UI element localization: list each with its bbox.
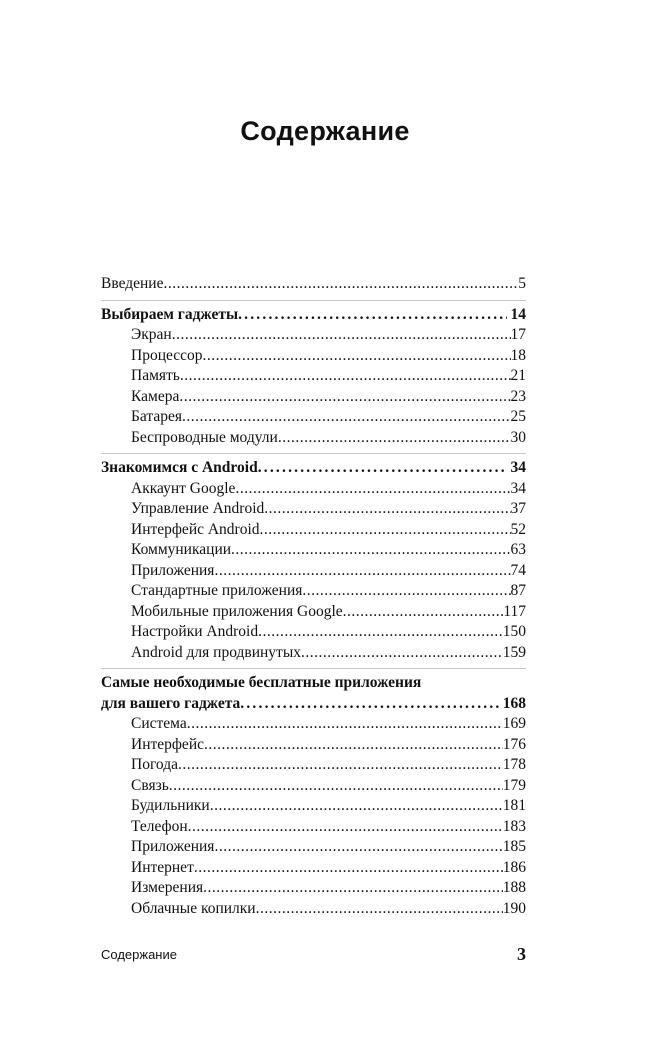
toc-section-title: Выбираем гаджеты: [101, 305, 239, 323]
toc-entry[interactable]: [101, 499, 526, 520]
toc-entry-page: 30: [510, 428, 526, 446]
dot-leader: [180, 366, 511, 387]
toc-entry[interactable]: [101, 837, 526, 858]
toc-entry-page: 117: [503, 602, 526, 620]
dot-leader: [163, 274, 518, 295]
toc-entry-page: 181: [502, 797, 526, 814]
toc-section-title-line: Самые необходимые бесплатные приложения: [101, 674, 422, 691]
toc-entry-title: Настройки Android: [131, 623, 259, 640]
toc-entry-page: 188: [502, 879, 526, 896]
toc-entry-page: 190: [502, 899, 526, 917]
toc-entry-page: 52: [510, 520, 526, 538]
dot-leader: [260, 520, 511, 541]
toc-entry[interactable]: [101, 858, 526, 879]
toc-entry-page: 169: [502, 715, 526, 732]
toc-entry-title: Android для продвинутых: [131, 643, 301, 661]
toc-entry-title: Система: [131, 715, 187, 732]
toc-section-heading[interactable]: [101, 694, 526, 715]
toc-entry-page: 21: [510, 367, 526, 384]
toc-entry[interactable]: [101, 878, 526, 899]
toc-section-heading[interactable]: [101, 305, 526, 326]
toc-entry[interactable]: [101, 714, 526, 735]
toc-entry-title: Измерения: [131, 879, 204, 896]
toc-entry-page: 185: [502, 838, 526, 855]
toc-entry[interactable]: [101, 755, 526, 776]
dot-leader: [301, 643, 503, 664]
toc-entry[interactable]: [101, 520, 526, 541]
toc-entry-title: Интерфейс: [131, 735, 204, 753]
dot-leader: [302, 581, 510, 602]
toc-entry-title: Погода: [131, 756, 178, 773]
dot-leader: [343, 602, 504, 623]
section-divider: [101, 453, 526, 454]
toc-entry-title: Приложения: [131, 838, 215, 855]
toc-entry-title: Стандартные приложения: [131, 582, 303, 599]
toc-entry[interactable]: [101, 346, 526, 367]
dot-leader: [203, 878, 503, 899]
dot-leader: [172, 325, 511, 346]
toc-entry[interactable]: [101, 366, 526, 387]
dot-leader: [258, 458, 507, 479]
toc-section-title: Знакомимся с Android: [101, 459, 258, 476]
toc-entry-page: 63: [510, 541, 526, 558]
toc-entry-page: 37: [510, 500, 526, 517]
toc-entry-page: 5: [518, 275, 526, 292]
dot-leader: [204, 735, 503, 756]
page-number: 3: [517, 944, 526, 964]
dot-leader: [203, 346, 511, 367]
toc-entry-intro[interactable]: [101, 274, 526, 295]
toc-entry-title: Экран: [131, 326, 172, 343]
dot-leader: [278, 428, 511, 449]
toc-entry[interactable]: [101, 776, 526, 797]
dot-leader: [231, 540, 510, 561]
toc-entry[interactable]: [101, 622, 526, 643]
toc-entry-title: Связь: [131, 776, 169, 794]
toc-entry[interactable]: [101, 817, 526, 838]
dot-leader: [264, 499, 510, 520]
dot-leader: [210, 796, 503, 817]
toc-entry-page: 150: [502, 623, 526, 640]
dot-leader: [214, 837, 502, 858]
dot-leader: [256, 899, 503, 920]
toc-entry[interactable]: [101, 387, 526, 408]
toc-entry-page: 178: [502, 756, 526, 773]
toc-entry-page: 87: [510, 582, 526, 599]
toc-entry-page: 18: [510, 346, 526, 364]
dot-leader: [188, 817, 503, 838]
toc-entry-title: Камера: [131, 387, 180, 405]
toc-entry-title: Интернет: [131, 858, 194, 876]
toc-section-heading[interactable]: [101, 458, 526, 479]
toc-entry[interactable]: [101, 428, 526, 449]
toc-entry-title: Интерфейс Android: [131, 520, 260, 538]
section-divider: [101, 300, 526, 301]
dot-leader: [187, 714, 503, 735]
running-footer-title: Содержание: [101, 947, 177, 962]
toc-entry-title: Память: [131, 367, 180, 384]
toc-entry[interactable]: [101, 407, 526, 428]
toc-entry-page: 25: [510, 408, 526, 425]
toc-entry-title: Аккаунт Google: [131, 479, 236, 497]
toc-section-page: 34: [510, 459, 526, 476]
toc-entry-title: Введение: [101, 275, 164, 292]
toc-entry-title: Мобильные приложения Google: [131, 602, 343, 620]
table-of-contents: [101, 274, 526, 919]
dot-leader: [238, 305, 506, 326]
toc-entry-title: Телефон: [131, 817, 188, 835]
toc-entry-title: Батарея: [131, 408, 182, 425]
toc-entry[interactable]: [101, 602, 526, 623]
dot-leader: [182, 407, 511, 428]
dot-leader: [179, 387, 510, 408]
dot-leader: [258, 622, 503, 643]
toc-entry-page: 17: [510, 326, 526, 343]
toc-entry-title: Беспроводные модули: [131, 428, 278, 446]
toc-entry-page: 179: [502, 776, 526, 794]
dot-leader: [240, 694, 498, 715]
toc-entry-title: Приложения: [131, 561, 215, 579]
toc-entry[interactable]: [101, 643, 526, 664]
toc-entry-title: Будильники: [131, 797, 210, 814]
toc-entry-page: 23: [510, 387, 526, 405]
toc-entry-page: 34: [510, 479, 526, 497]
section-divider: [101, 668, 526, 669]
toc-section-title: для вашего гаджета: [101, 694, 241, 712]
toc-entry[interactable]: [101, 540, 526, 561]
toc-entry-page: 159: [502, 643, 526, 661]
toc-entry[interactable]: [101, 561, 526, 582]
dot-leader: [214, 561, 510, 582]
toc-entry-title: Управление Android: [131, 500, 265, 517]
dot-leader: [194, 858, 503, 879]
toc-entry-page: 176: [502, 735, 526, 753]
page-title: Содержание: [240, 116, 410, 146]
toc-entry-page: 74: [510, 561, 526, 579]
toc-entry-title: Облачные копилки: [131, 899, 256, 917]
toc-entry[interactable]: [101, 899, 526, 920]
toc-entry[interactable]: [101, 796, 526, 817]
toc-entry-title: Коммуникации: [131, 541, 232, 558]
dot-leader: [169, 776, 503, 797]
toc-section-page: 14: [510, 305, 526, 323]
dot-leader: [235, 479, 510, 500]
toc-entry[interactable]: [101, 735, 526, 756]
toc-entry-title: Процессор: [131, 346, 203, 364]
dot-leader: [178, 755, 503, 776]
toc-entry-page: 186: [502, 858, 526, 876]
toc-entry[interactable]: [101, 581, 526, 602]
toc-entry[interactable]: [101, 479, 526, 500]
toc-entry-page: 183: [502, 817, 526, 835]
toc-entry[interactable]: [101, 325, 526, 346]
toc-section-page: 168: [502, 694, 526, 712]
